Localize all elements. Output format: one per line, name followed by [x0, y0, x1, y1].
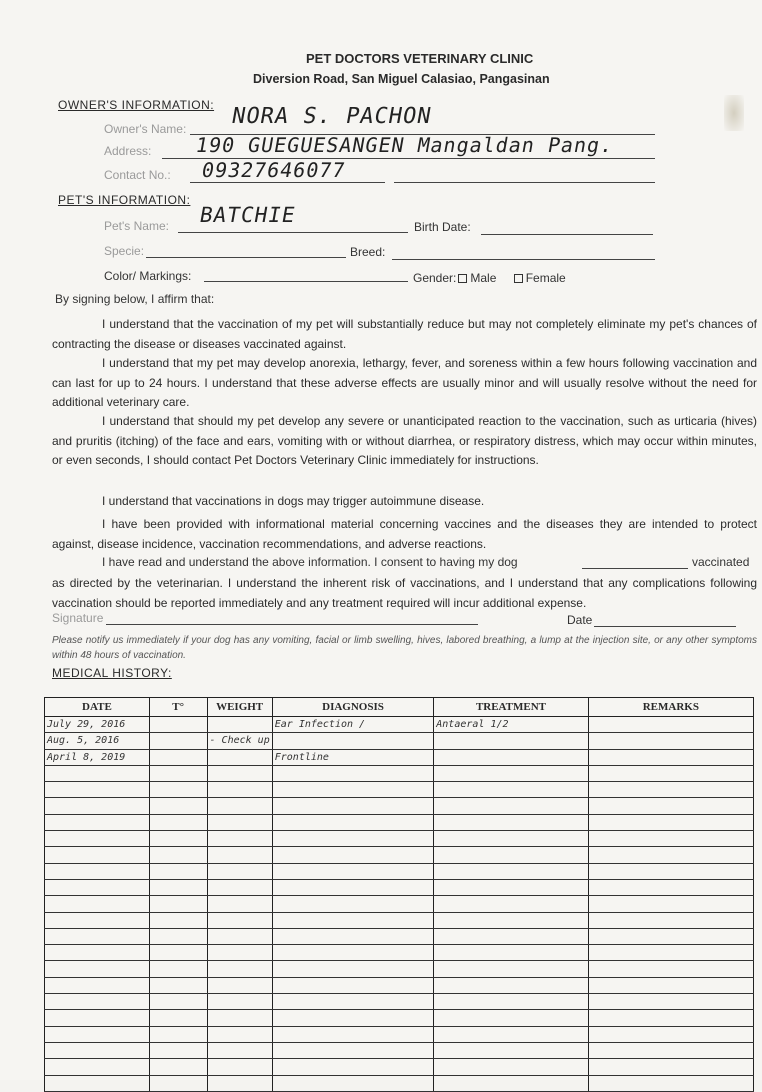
table-cell [272, 928, 434, 944]
contact-line [190, 182, 385, 183]
table-cell [207, 782, 272, 798]
table-row [45, 717, 754, 733]
table-row [45, 798, 754, 814]
table-cell: April 8, 2019 [45, 749, 150, 765]
table-cell [149, 945, 207, 961]
table-cell [149, 863, 207, 879]
consent-paragraph-6-start: I have read and understand the above information. I consent to having my dog [102, 555, 518, 569]
table-cell [149, 814, 207, 830]
birth-date-line [481, 234, 653, 235]
table-cell [272, 994, 434, 1010]
table-cell [272, 1075, 434, 1091]
table-cell [272, 945, 434, 961]
table-cell [207, 1042, 272, 1058]
owner-section-title: OWNER'S INFORMATION: [58, 98, 215, 112]
table-cell [434, 1059, 588, 1075]
table-cell [207, 1059, 272, 1075]
table-cell [434, 994, 588, 1010]
table-row [45, 765, 754, 781]
female-checkbox [514, 274, 523, 283]
owner-name-value: NORA S. PACHON [229, 104, 434, 129]
owner-address-value: 190 GUEGUESANGEN Mangaldan Pang. [193, 133, 616, 157]
table-cell [45, 831, 150, 847]
table-row [45, 831, 754, 847]
signature-line [106, 624, 478, 625]
owner-address-label: Address: [104, 144, 152, 158]
table-row [45, 945, 754, 961]
table-row [45, 733, 754, 749]
table-cell [588, 782, 753, 798]
contact-value: 09327646077 [199, 158, 348, 182]
table-cell [272, 977, 434, 993]
table-row [45, 1075, 754, 1091]
table-cell [588, 798, 753, 814]
owner-name-label: Owner's Name: [104, 122, 187, 136]
table-cell [207, 847, 272, 863]
specie-line [146, 257, 346, 258]
table-cell [207, 961, 272, 977]
table-cell [434, 961, 588, 977]
table-cell [272, 863, 434, 879]
column-header-treatment: TREATMENT [434, 698, 588, 717]
table-cell [45, 1026, 150, 1042]
table-row [45, 1059, 754, 1075]
table-cell [434, 831, 588, 847]
table-cell [588, 765, 753, 781]
table-cell [45, 994, 150, 1010]
table-cell [434, 1026, 588, 1042]
table-cell [588, 928, 753, 944]
table-cell [434, 945, 588, 961]
table-cell [45, 1059, 150, 1075]
table-cell [45, 1075, 150, 1091]
table-cell [434, 798, 588, 814]
table-cell: Ear Infection / [272, 717, 434, 733]
table-cell [588, 945, 753, 961]
gender-label: Gender: [413, 271, 457, 285]
dog-name-line [582, 568, 688, 569]
table-cell [149, 782, 207, 798]
medical-history-table [44, 697, 754, 1092]
table-cell [207, 912, 272, 928]
table-cell [588, 749, 753, 765]
table-cell [272, 1059, 434, 1075]
female-label: Female [525, 271, 566, 285]
breed-label: Breed: [350, 245, 386, 259]
table-cell [272, 961, 434, 977]
table-cell [434, 814, 588, 830]
table-cell [207, 798, 272, 814]
table-cell [588, 847, 753, 863]
table-cell [149, 733, 207, 749]
consent-paragraph-6-vaccinated: vaccinated [692, 555, 750, 569]
table-cell [207, 977, 272, 993]
signature-label: Signature [52, 611, 104, 625]
table-cell [149, 928, 207, 944]
table-cell [272, 782, 434, 798]
table-cell [149, 1075, 207, 1091]
clinic-name: PET DOCTORS VETERINARY CLINIC [306, 51, 534, 66]
table-row [45, 814, 754, 830]
table-cell [45, 863, 150, 879]
table-cell [45, 912, 150, 928]
consent-paragraph-2: I understand that my pet may develop anorexia, lethargy, fever, and soreness within a few hours following vaccination and can last for up to 24 hours. I understand that these adverse effects are usually minor and will usually resolve without the need for additional veterinary care. [52, 356, 757, 409]
column-header-temperature: T° [149, 698, 207, 717]
table-cell [149, 847, 207, 863]
table-cell [207, 831, 272, 847]
table-cell [45, 798, 150, 814]
male-label: Male [470, 271, 497, 285]
table-cell [272, 1042, 434, 1058]
table-cell [588, 733, 753, 749]
column-header-diagnosis: DIAGNOSIS [272, 698, 434, 717]
pet-name-label: Pet's Name: [104, 219, 169, 233]
table-cell [588, 896, 753, 912]
table-cell [149, 717, 207, 733]
column-header-date: DATE [45, 698, 150, 717]
table-cell [588, 912, 753, 928]
table-row [45, 847, 754, 863]
table-cell [149, 994, 207, 1010]
table-cell [45, 961, 150, 977]
table-cell [434, 749, 588, 765]
table-cell [434, 863, 588, 879]
pet-name-value: BATCHIE [197, 203, 298, 227]
table-cell [149, 765, 207, 781]
column-header-remarks: REMARKS [588, 698, 753, 717]
table-cell [149, 749, 207, 765]
date-line [594, 626, 736, 627]
consent-paragraph-5: I have been provided with informational material concerning vaccines and the diseases they are intended to protect against, disease incidence, vaccination recommendations, and adverse reactions. [52, 517, 757, 551]
table-cell [588, 977, 753, 993]
consent-paragraph-1: I understand that the vaccination of my pet will substantially reduce but may not completely eliminate my pet's chances of contracting the disease or diseases vaccinated against. [52, 317, 757, 351]
table-row [45, 896, 754, 912]
table-cell [588, 1059, 753, 1075]
table-cell [45, 847, 150, 863]
table-cell [45, 945, 150, 961]
table-cell [207, 928, 272, 944]
table-cell [207, 863, 272, 879]
clinic-address: Diversion Road, San Miguel Calasiao, Pangasinan [253, 72, 550, 86]
table-cell [272, 831, 434, 847]
male-checkbox [458, 274, 467, 283]
table-row [45, 863, 754, 879]
table-cell [588, 717, 753, 733]
table-cell [588, 814, 753, 830]
pet-name-line [178, 232, 408, 233]
contact-line-2 [394, 182, 655, 183]
table-cell [588, 863, 753, 879]
table-row [45, 879, 754, 895]
table-cell [272, 879, 434, 895]
table-cell [207, 1026, 272, 1042]
table-cell [434, 1042, 588, 1058]
table-cell [45, 896, 150, 912]
consent-paragraph-6-end: as directed by the veterinarian. I understand the inherent risk of vaccinations, and I understand that any complications following vaccination should be reported immediately and any treatment required will incur additional expense. [52, 576, 757, 610]
table-cell [149, 896, 207, 912]
table-cell [272, 912, 434, 928]
table-cell [434, 879, 588, 895]
table-cell [272, 1010, 434, 1026]
consent-paragraph-4: I understand that vaccinations in dogs may trigger autoimmune disease. [102, 494, 485, 508]
table-cell [434, 733, 588, 749]
table-cell [207, 749, 272, 765]
table-cell [207, 765, 272, 781]
table-cell [45, 879, 150, 895]
table-cell [149, 879, 207, 895]
table-cell [149, 977, 207, 993]
color-label: Color/ Markings: [104, 269, 192, 283]
table-cell [207, 1010, 272, 1026]
table-row [45, 928, 754, 944]
gender-field [413, 271, 566, 285]
table-cell [434, 912, 588, 928]
table-cell [45, 814, 150, 830]
pet-section-title: PET'S INFORMATION: [58, 193, 191, 207]
table-cell [434, 765, 588, 781]
table-cell [45, 977, 150, 993]
table-cell [588, 961, 753, 977]
consent-paragraph-3: I understand that should my pet develop any severe or unanticipated reaction to the vaccination, such as urticaria (hives) and pruritis (itching) of the face and ears, vomiting with or without diarrhea, or respiratory distress, which may occur within minutes, or even seconds, I should contact Pet Doctors Veterinary Clinic immediately for instructions. [52, 414, 757, 467]
stain-mark [724, 95, 744, 131]
contact-label: Contact No.: [104, 168, 171, 182]
breed-line [392, 259, 655, 260]
table-cell [149, 831, 207, 847]
table-row [45, 912, 754, 928]
table-row [45, 961, 754, 977]
table-cell [434, 977, 588, 993]
table-cell [207, 994, 272, 1010]
table-cell: Frontline [272, 749, 434, 765]
table-row [45, 749, 754, 765]
notify-note: Please notify us immediately if your dog has any vomiting, facial or limb swelling, hives, labored breathing, a lump at the injection site, or any other symptoms within 48 hours of vaccination. [52, 635, 757, 661]
table-cell [149, 961, 207, 977]
table-cell [588, 879, 753, 895]
table-row [45, 1010, 754, 1026]
table-cell [434, 782, 588, 798]
table-cell: Aug. 5, 2016 [45, 733, 150, 749]
date-label: Date [567, 613, 593, 627]
table-cell [45, 1010, 150, 1026]
table-cell [207, 717, 272, 733]
table-cell [149, 798, 207, 814]
table-cell [588, 1075, 753, 1091]
table-cell [207, 1075, 272, 1091]
table-row [45, 1026, 754, 1042]
table-cell [272, 798, 434, 814]
table-cell: July 29, 2016 [45, 717, 150, 733]
table-cell [207, 896, 272, 912]
table-cell [272, 733, 434, 749]
table-row [45, 1042, 754, 1058]
table-cell [272, 814, 434, 830]
table-cell [272, 896, 434, 912]
birth-date-label: Birth Date: [414, 220, 471, 234]
color-line [204, 281, 408, 282]
table-cell [149, 912, 207, 928]
table-cell [588, 1026, 753, 1042]
table-cell [207, 814, 272, 830]
column-header-weight: WEIGHT [207, 698, 272, 717]
table-cell [434, 847, 588, 863]
table-cell [149, 1059, 207, 1075]
table-row [45, 977, 754, 993]
specie-label: Specie: [104, 244, 145, 258]
table-cell: - Check up [207, 733, 272, 749]
table-cell [588, 994, 753, 1010]
table-cell [207, 945, 272, 961]
table-row [45, 782, 754, 798]
table-cell [45, 928, 150, 944]
consent-intro: By signing below, I affirm that: [55, 292, 215, 306]
table-cell [272, 765, 434, 781]
table-cell [588, 1042, 753, 1058]
table-cell [45, 782, 150, 798]
table-cell [207, 879, 272, 895]
table-cell [434, 1075, 588, 1091]
table-cell [434, 928, 588, 944]
table-cell [149, 1026, 207, 1042]
table-cell [588, 1010, 753, 1026]
table-row [45, 994, 754, 1010]
table-cell [272, 847, 434, 863]
table-header-row [45, 698, 754, 717]
history-section-title: MEDICAL HISTORY: [52, 666, 172, 680]
table-cell [434, 1010, 588, 1026]
table-cell: Antaeral 1/2 [434, 717, 588, 733]
table-cell [149, 1042, 207, 1058]
table-cell [588, 831, 753, 847]
table-cell [149, 1010, 207, 1026]
table-cell [434, 896, 588, 912]
table-cell [272, 1026, 434, 1042]
table-cell [45, 765, 150, 781]
table-cell [45, 1042, 150, 1058]
